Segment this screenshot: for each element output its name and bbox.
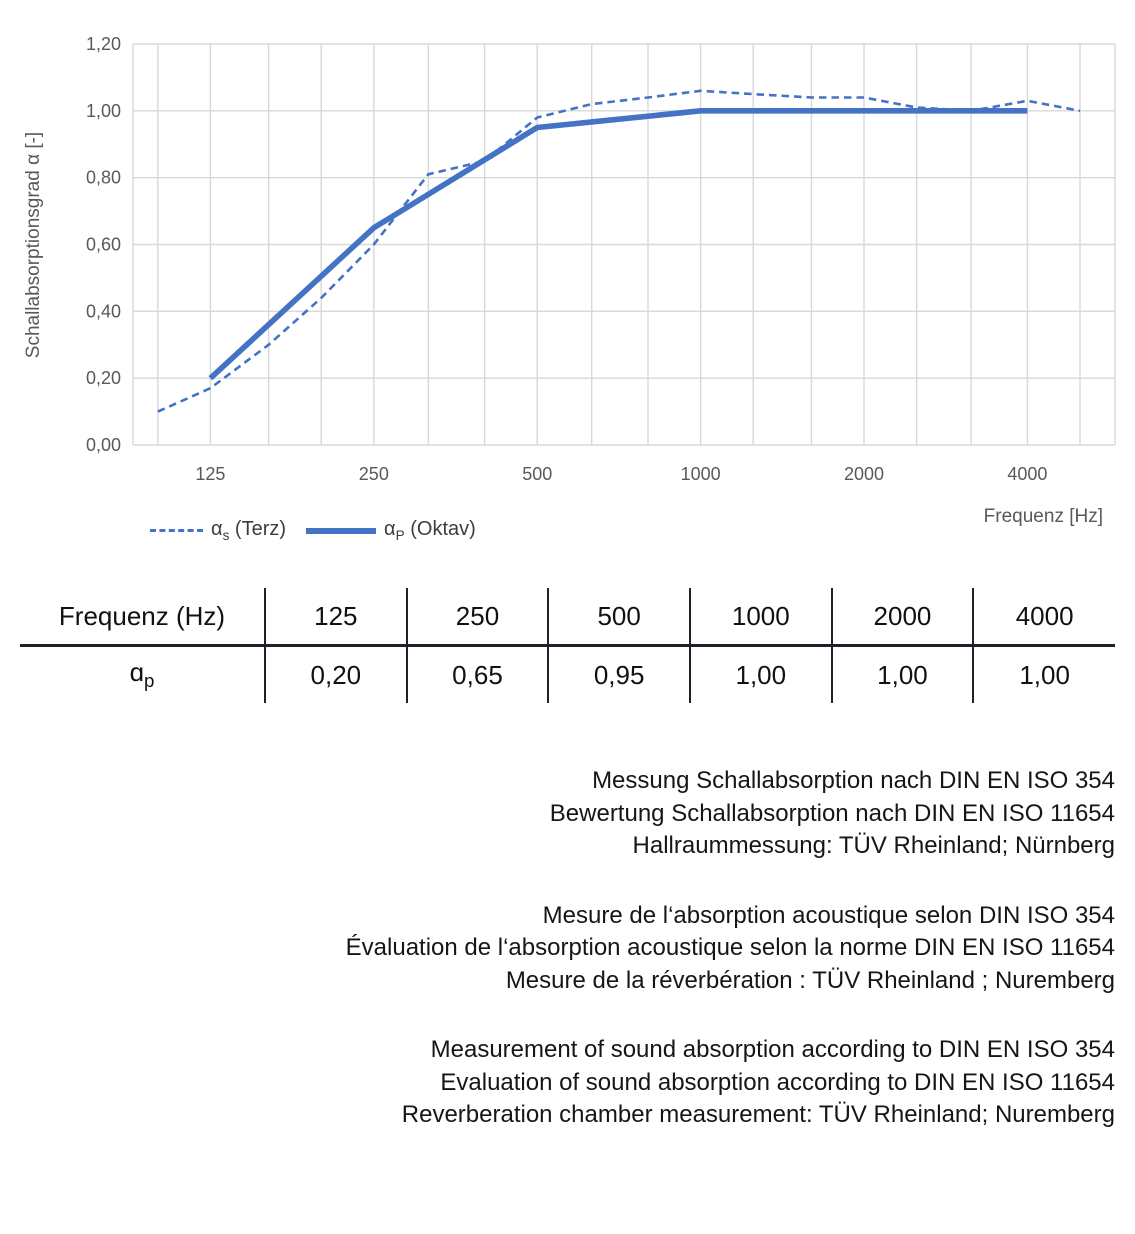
gridlines — [133, 44, 1115, 445]
table-header-frequency: Frequenz (Hz) — [20, 588, 265, 646]
note-block-french — [0, 900, 1115, 998]
note-block-english — [0, 1034, 1115, 1132]
note-line: Messung Schallabsorption nach DIN EN ISO 354 — [592, 767, 1115, 794]
legend-item-oktav — [306, 518, 476, 543]
x-axis-title: Frequenz [Hz] — [983, 506, 1103, 527]
svg-text:0,80: 0,80 — [85, 167, 121, 188]
table-value-4000: 1,00 — [1019, 659, 1070, 690]
dashed-line-sample — [150, 529, 203, 532]
svg-text:125: 125 — [195, 464, 226, 484]
table-header-2000: 2000 — [832, 588, 974, 646]
solid-line-sample — [306, 528, 376, 534]
legend-item-terz — [150, 518, 286, 543]
table-value-1000: 1,00 — [690, 646, 832, 704]
table-value-500: 0,95 — [548, 646, 690, 704]
table-value-row — [20, 646, 1115, 704]
svg-text:1,20: 1,20 — [85, 34, 121, 54]
absorption-chart — [0, 0, 1135, 560]
svg-text:0,40: 0,40 — [85, 301, 121, 322]
note-line: Hallraummessung: TÜV Rheinland; Nürnberg — [632, 832, 1115, 859]
note-block-german — [0, 765, 1115, 863]
svg-text:1,00: 1,00 — [85, 100, 121, 121]
series-terz-dashed — [158, 91, 1080, 412]
note-line: Evaluation of sound absorption according to DIN EN ISO 11654 — [440, 1068, 1115, 1096]
table-header-500: 500 — [548, 588, 690, 646]
note-line: Mesure de la réverbération : TÜV Rheinland ; Nuremberg — [505, 966, 1115, 994]
measurement-notes — [0, 765, 1135, 1132]
svg-text:0,00: 0,00 — [85, 435, 121, 455]
table-row-label-alpha-p: ɑ$_p$ — [20, 646, 265, 704]
table-value-250: 0,65 — [407, 646, 549, 704]
note-line: Bewertung Schallabsorption nach DIN EN ISO 11654 — [549, 799, 1115, 827]
alpha-table — [0, 588, 1135, 703]
table-header-1000: 1000 — [690, 588, 832, 646]
svg-text:4000: 4000 — [1007, 464, 1048, 484]
svg-text:500: 500 — [522, 464, 553, 484]
table-value-125: 0,20 — [265, 646, 407, 704]
y-axis-title: Schallabsorptionsgrad α [-] — [23, 131, 44, 359]
table-header-125: 125 — [265, 588, 407, 646]
note-line: Mesure de l‘absorption acoustique selon DIN ISO 354 — [542, 901, 1115, 929]
note-line: Measurement of sound absorption according to DIN EN ISO 354 — [430, 1036, 1115, 1063]
table-header-250: 250 — [407, 588, 549, 646]
table-header-row — [20, 588, 1115, 646]
table-header-4000: 4000 — [973, 588, 1115, 646]
table-value-2000: 1,00 — [832, 646, 974, 704]
note-line: Évaluation de l‘absorption acoustique selon la norme DIN EN ISO 11654 — [345, 934, 1115, 961]
svg-text:1000: 1000 — [680, 464, 721, 484]
chart-legend — [150, 518, 476, 543]
note-line: Reverberation chamber measurement: TÜV Rheinland; Nuremberg — [401, 1101, 1115, 1128]
legend-label-terz: $\alpha_s$ (Terz) — [211, 518, 287, 543]
chart-plot-area — [0, 0, 1135, 500]
svg-text:2000: 2000 — [843, 464, 885, 484]
svg-text:250: 250 — [358, 464, 389, 484]
svg-text:0,20: 0,20 — [85, 368, 121, 389]
legend-label-oktav: $\alpha_P$ (Oktav) — [384, 518, 476, 543]
svg-text:0,60: 0,60 — [85, 234, 121, 255]
axis-tick-labels — [86, 34, 1047, 484]
